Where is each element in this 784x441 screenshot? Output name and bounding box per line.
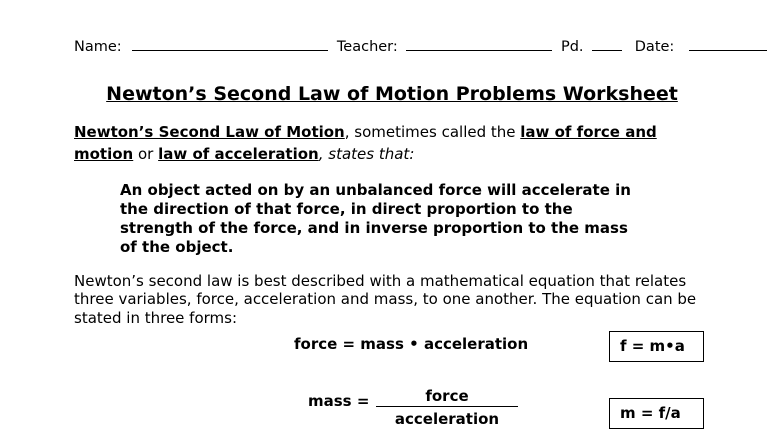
mass-numerator: force	[425, 387, 469, 405]
term-motion: motion	[74, 145, 134, 163]
intro-text-1: , sometimes called the	[344, 123, 521, 141]
term-law-of-acceleration: law of acceleration	[158, 145, 319, 163]
date-blank[interactable]	[689, 38, 767, 51]
fraction-bar	[376, 406, 518, 407]
law-statement-line: An object acted on by an unbalanced force will accelerate in	[120, 181, 631, 199]
law-statement-line: the direction of that force, in direct proportion to the	[120, 200, 573, 218]
teacher-label: Teacher:	[336, 39, 398, 55]
page-title: Newton’s Second Law of Motion Problems Worksheet	[106, 83, 678, 105]
name-blank[interactable]	[132, 38, 328, 51]
mass-formula-box	[609, 398, 704, 429]
description-line: three variables, force, acceleration and mass, to one another. The equation can be	[74, 290, 697, 308]
law-statement-line: of the object.	[120, 238, 234, 256]
intro-text-2: or	[133, 145, 159, 163]
period-blank[interactable]	[592, 38, 622, 51]
term-law-of-force: law of force and	[520, 123, 657, 141]
description-line: Newton’s second law is best described with a mathematical equation that relates	[74, 272, 687, 290]
name-label: Name:	[74, 39, 122, 55]
term-second-law: Newton’s Second Law of Motion	[74, 123, 345, 141]
worksheet-header	[74, 38, 767, 55]
teacher-blank[interactable]	[406, 38, 552, 51]
mass-denominator: acceleration	[394, 410, 500, 428]
mass-formula: m = f/a	[620, 404, 681, 422]
date-label: Date:	[634, 39, 675, 55]
mass-equation-label: mass =	[308, 392, 370, 410]
intro-text-3: , states that:	[318, 145, 415, 163]
description-line: stated in three forms:	[74, 309, 238, 327]
force-equation: force = mass • acceleration	[294, 335, 529, 353]
intro-line-2	[74, 145, 414, 163]
law-statement-line: strength of the force, and in inverse proportion to the mass	[120, 219, 628, 237]
intro-line-1	[74, 123, 657, 141]
force-formula-box	[609, 331, 704, 362]
force-formula: f = m•a	[620, 337, 685, 355]
period-label: Pd.	[560, 39, 584, 55]
